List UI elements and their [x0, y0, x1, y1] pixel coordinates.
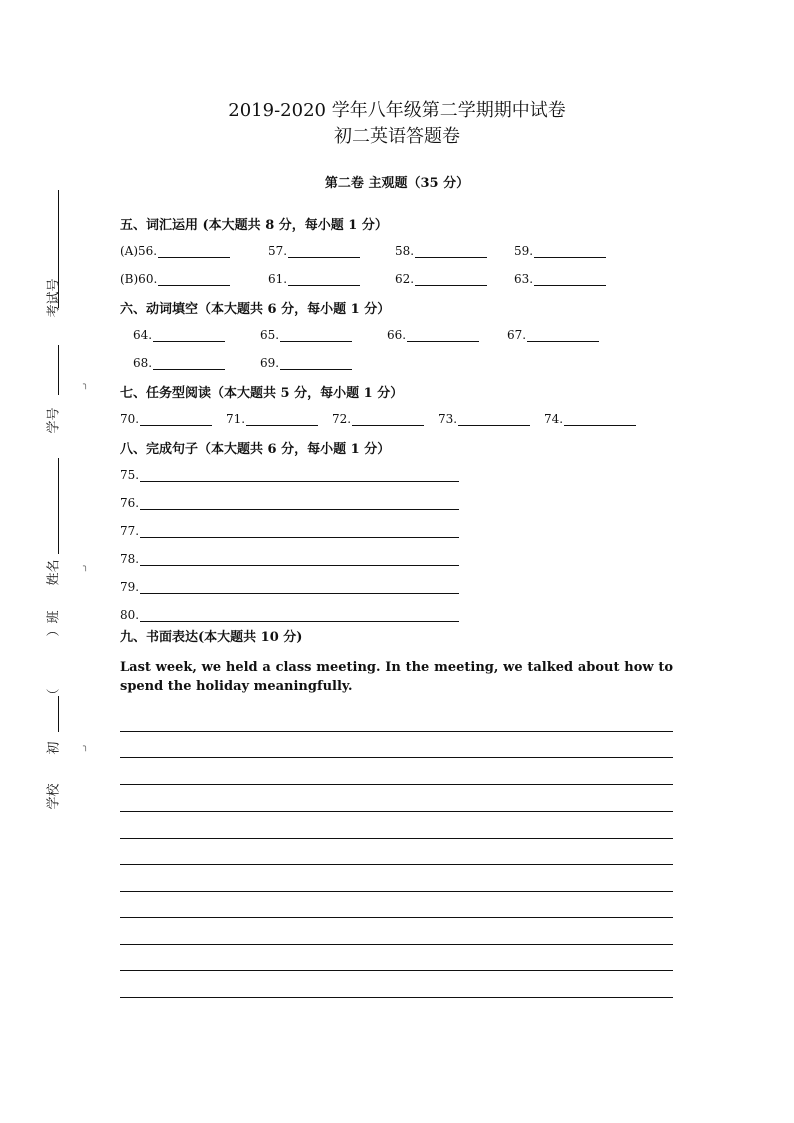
answer-item[interactable]: 61.	[268, 272, 360, 286]
answer-item[interactable]: 59.	[514, 244, 606, 258]
answer-item[interactable]: 66.	[387, 328, 479, 342]
writing-prompt: Last week, we held a class meeting. In the meeting, we talked about how to spend the holiday meaningfully.	[120, 660, 673, 694]
section-8-heading: 八、完成句子（本大题共 6 分，每小题 1 分）	[120, 442, 391, 457]
answer-item[interactable]: 63.	[514, 272, 606, 286]
sentence-item[interactable]: 75.	[120, 468, 459, 482]
sentence-item[interactable]: 78.	[120, 552, 459, 566]
page-title: 2019-2020 学年八年级第二学期期中试卷	[228, 100, 566, 121]
exam-number-label: 考试号	[46, 278, 62, 318]
name-line	[58, 458, 59, 554]
binding-mark: ╮	[83, 742, 89, 752]
sentence-blank[interactable]	[140, 497, 459, 510]
student-number-label: 学号	[46, 407, 62, 434]
answer-item[interactable]: 70.	[120, 412, 212, 426]
answer-blank[interactable]	[534, 245, 606, 258]
writing-line[interactable]	[120, 757, 673, 758]
answer-blank[interactable]	[564, 413, 636, 426]
answer-item[interactable]: 72.	[332, 412, 424, 426]
section-5-heading: 五、词汇运用 (本大题共 8 分，每小题 1 分）	[120, 218, 388, 233]
writing-line[interactable]	[120, 811, 673, 812]
answer-blank[interactable]	[158, 245, 230, 258]
answer-blank[interactable]	[415, 245, 487, 258]
answer-blank[interactable]	[280, 357, 352, 370]
sentence-blank[interactable]	[140, 525, 459, 538]
answer-item[interactable]: 58.	[395, 244, 487, 258]
binding-mark: ╮	[83, 562, 89, 572]
answer-blank[interactable]	[158, 273, 230, 286]
answer-item[interactable]: 68.	[133, 356, 225, 370]
binding-mark: ╮	[83, 380, 89, 390]
answer-item[interactable]: 57.	[268, 244, 360, 258]
sentence-blank[interactable]	[140, 469, 459, 482]
answer-item[interactable]: 67.	[507, 328, 599, 342]
class-label: ）班	[46, 610, 62, 637]
class-line	[58, 696, 59, 732]
answer-item[interactable]: (B)60.	[120, 272, 230, 286]
writing-line[interactable]	[120, 917, 673, 918]
writing-line[interactable]	[120, 784, 673, 785]
answer-item[interactable]: 71.	[226, 412, 318, 426]
name-label: 姓名	[46, 559, 62, 586]
answer-blank[interactable]	[140, 413, 212, 426]
writing-line[interactable]	[120, 731, 673, 732]
answer-blank[interactable]	[352, 413, 424, 426]
writing-line[interactable]	[120, 944, 673, 945]
sentence-item[interactable]: 76.	[120, 496, 459, 510]
answer-blank[interactable]	[407, 329, 479, 342]
answer-blank[interactable]	[246, 413, 318, 426]
answer-blank[interactable]	[415, 273, 487, 286]
answer-item[interactable]: 62.	[395, 272, 487, 286]
section-6-heading: 六、动词填空（本大题共 6 分，每小题 1 分）	[120, 302, 391, 317]
sentence-item[interactable]: 80.	[120, 608, 459, 622]
answer-item[interactable]: 64.	[133, 328, 225, 342]
section-7-heading: 七、任务型阅读（本大题共 5 分，每小题 1 分）	[120, 386, 404, 401]
sentence-blank[interactable]	[140, 609, 459, 622]
part-title: 第二卷 主观题（35 分）	[324, 176, 470, 191]
answer-blank[interactable]	[280, 329, 352, 342]
answer-item[interactable]: (A)56.	[120, 244, 230, 258]
writing-line[interactable]	[120, 838, 673, 839]
sentence-item[interactable]: 77.	[120, 524, 459, 538]
grade-label: 初	[46, 741, 62, 755]
school-label: 学校	[46, 783, 62, 810]
class-paren: （	[46, 688, 62, 702]
answer-item[interactable]: 65.	[260, 328, 352, 342]
answer-blank[interactable]	[153, 329, 225, 342]
student-number-line	[58, 345, 59, 395]
writing-line[interactable]	[120, 864, 673, 865]
answer-item[interactable]: 74.	[544, 412, 636, 426]
answer-blank[interactable]	[458, 413, 530, 426]
sentence-blank[interactable]	[140, 581, 459, 594]
answer-item[interactable]: 69.	[260, 356, 352, 370]
answer-item[interactable]: 73.	[438, 412, 530, 426]
answer-blank[interactable]	[527, 329, 599, 342]
writing-line[interactable]	[120, 970, 673, 971]
writing-line[interactable]	[120, 997, 673, 998]
page-subtitle: 初二英语答题卷	[334, 126, 460, 147]
section-9-heading: 九、书面表达(本大题共 10 分)	[120, 630, 303, 645]
answer-blank[interactable]	[288, 273, 360, 286]
answer-blank[interactable]	[534, 273, 606, 286]
answer-blank[interactable]	[153, 357, 225, 370]
sentence-item[interactable]: 79.	[120, 580, 459, 594]
answer-blank[interactable]	[288, 245, 360, 258]
writing-line[interactable]	[120, 891, 673, 892]
sentence-blank[interactable]	[140, 553, 459, 566]
